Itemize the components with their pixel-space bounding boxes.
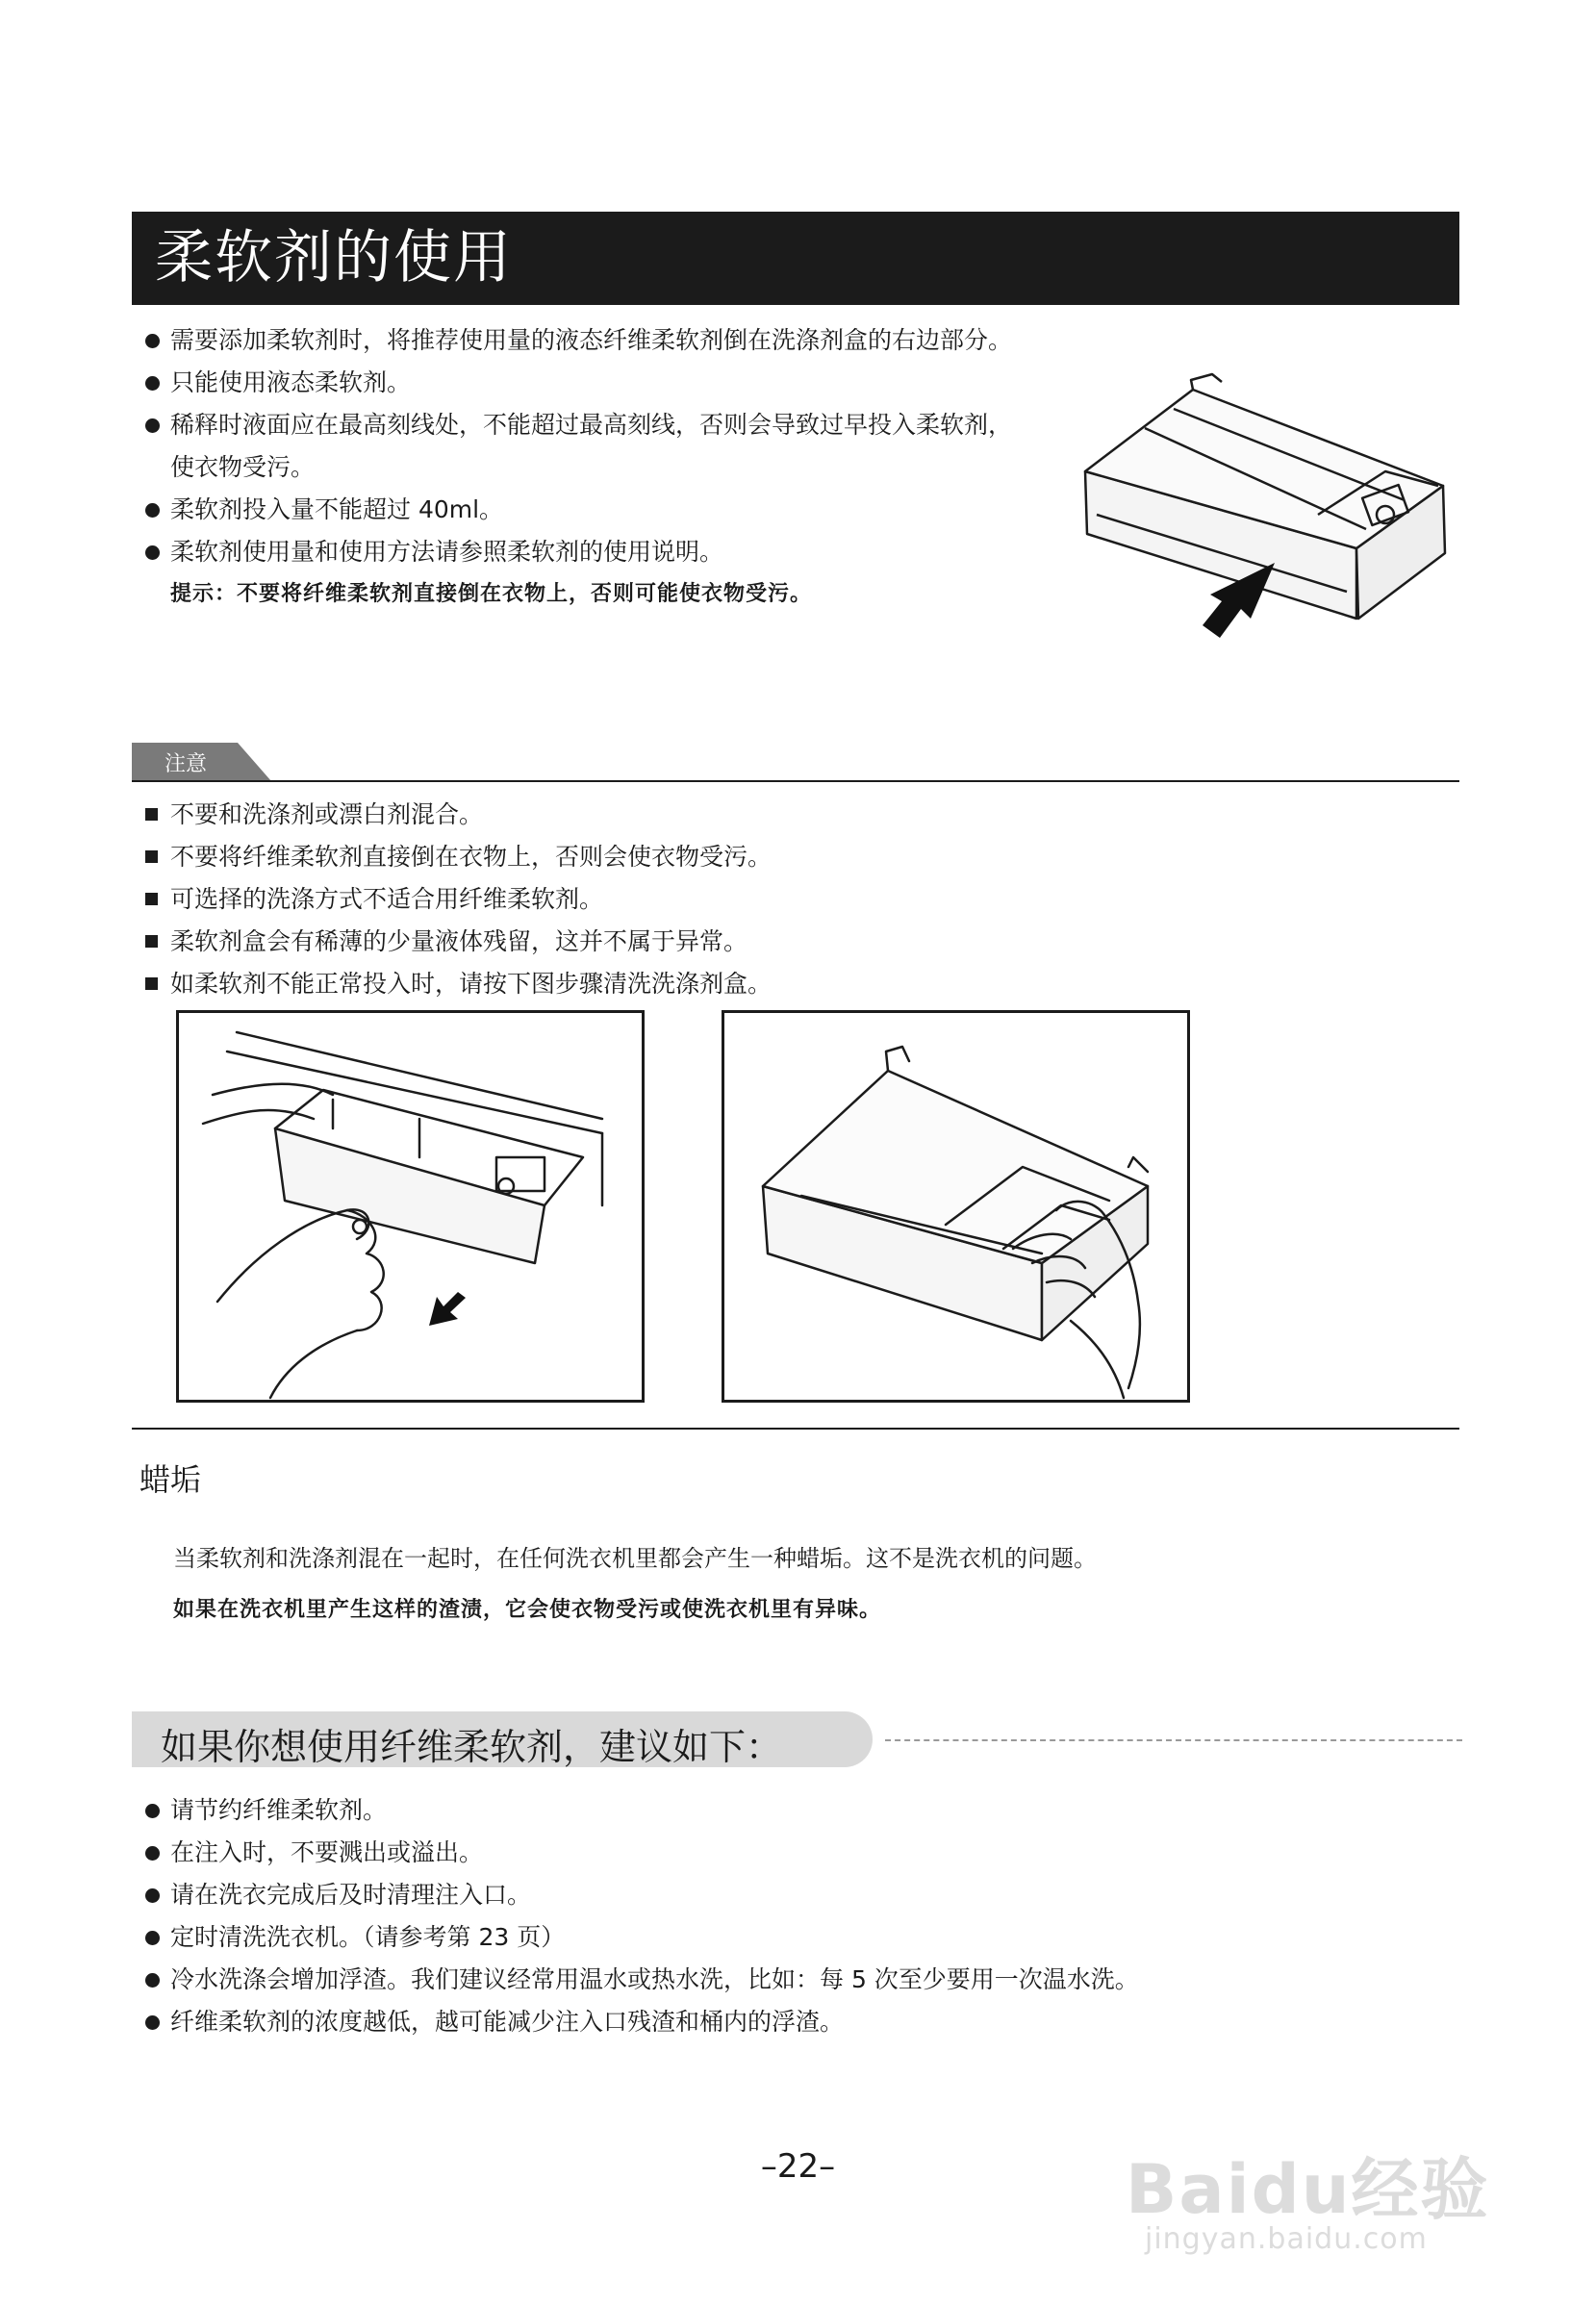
bullet-dot-icon (145, 1888, 160, 1903)
recommend-item: 冷水洗涤会增加浮渣。我们建议经常用温水或热水洗，比如：每 5 次至少要用一次温水洗。 (132, 1959, 1440, 2001)
caution-item: 不要和洗涤剂或漂白剂混合。 (132, 794, 1382, 836)
section-title-bar (132, 212, 1459, 305)
detergent-drawer-illustration (1077, 370, 1462, 659)
bullet-dot-icon (145, 376, 160, 391)
bullet-square-icon (145, 935, 158, 948)
illustration-clean-drawer (722, 1010, 1190, 1403)
intro-item: 柔软剂投入量不能超过 40ml。 (132, 489, 1026, 531)
watermark-logo: Baidu经验 (1126, 2150, 1490, 2229)
illustration-pull-drawer (176, 1010, 645, 1403)
intro-item: 柔软剂使用量和使用方法请参照柔软剂的使用说明。 (132, 531, 1026, 573)
recommend-heading: 如果你想使用纤维柔软剂，建议如下： (161, 1726, 783, 1768)
caution-label: 注意 (165, 752, 208, 776)
bullet-dot-icon (145, 1846, 160, 1861)
intro-tip: 提示：不要将纤维柔软剂直接倒在衣物上，否则可能使衣物受污。 (170, 582, 813, 606)
bullet-dot-icon (145, 2015, 160, 2030)
residue-heading: 蜡垢 (139, 1461, 202, 1498)
bullet-dot-icon (145, 418, 160, 433)
caution-item: 不要将纤维柔软剂直接倒在衣物上，否则会使衣物受污。 (132, 836, 1382, 878)
dashed-rule (885, 1739, 1462, 1741)
caution-divider (132, 780, 1459, 782)
bullet-dot-icon (145, 1804, 160, 1818)
watermark-url: jingyan.baidu.com (1145, 2222, 1428, 2256)
page-title: 柔软剂的使用 (155, 224, 513, 291)
caution-item: 柔软剂盒会有稀薄的少量液体残留，这并不属于异常。 (132, 921, 1382, 963)
bullet-dot-icon (145, 1973, 160, 1988)
recommend-heading-pill (132, 1711, 873, 1767)
residue-paragraph: 当柔软剂和洗涤剂混在一起时，在任何洗衣机里都会产生一种蜡垢。这不是洗衣机的问题。 (173, 1545, 1097, 1572)
recommend-item: 纤维柔软剂的浓度越低，越可能减少注入口残渣和桶内的浮渣。 (132, 2001, 1440, 2043)
bullet-square-icon (145, 850, 158, 863)
recommend-item: 请在洗衣完成后及时清理注入口。 (132, 1874, 1440, 1916)
bullet-dot-icon (145, 545, 160, 560)
caution-item: 可选择的洗涤方式不适合用纤维柔软剂。 (132, 878, 1382, 921)
caution-tab (132, 743, 271, 781)
section-divider (132, 1428, 1459, 1430)
recommend-list (132, 1789, 1440, 2043)
clean-drawer-drawing-icon (724, 1013, 1187, 1400)
pull-drawer-drawing-icon (179, 1013, 642, 1400)
caution-item: 如柔软剂不能正常投入时，请按下图步骤清洗洗涤剂盒。 (132, 963, 1382, 1005)
recommend-item: 在注入时，不要溅出或溢出。 (132, 1832, 1440, 1874)
bullet-dot-icon (145, 503, 160, 518)
intro-item: 需要添加柔软剂时，将推荐使用量的液态纤维柔软剂倒在洗涤剂盒的右边部分。 (132, 319, 1026, 362)
caution-list (132, 794, 1382, 1005)
intro-item: 稀释时液面应在最高刻线处，不能超过最高刻线，否则会导致过早投入柔软剂，使衣物受污。 (132, 404, 1026, 489)
bullet-square-icon (145, 977, 158, 990)
recommend-item: 定时清洗洗衣机。（请参考第 23 页） (132, 1916, 1440, 1959)
bullet-dot-icon (145, 334, 160, 348)
residue-warning: 如果在洗衣机里产生这样的渣渍，它会使衣物受污或使洗衣机里有异味。 (173, 1598, 882, 1622)
bullet-dot-icon (145, 1931, 160, 1945)
arrow-icon (429, 1292, 466, 1326)
recommend-item: 请节约纤维柔软剂。 (132, 1789, 1440, 1832)
bullet-square-icon (145, 893, 158, 905)
intro-bullet-list (132, 319, 1026, 616)
drawer-drawing-icon (1077, 370, 1462, 659)
bullet-square-icon (145, 808, 158, 821)
page-number: –22– (760, 2147, 836, 2186)
intro-item: 只能使用液态柔软剂。 (132, 362, 1026, 404)
